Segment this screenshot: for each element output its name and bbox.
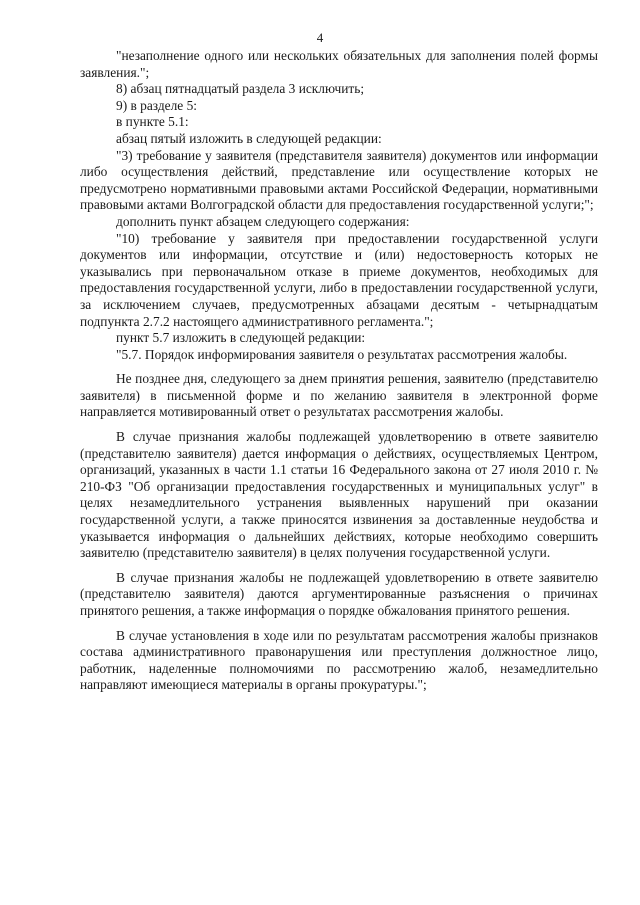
paragraph-7: дополнить пункт абзацем следующего содержания: — [116, 213, 410, 229]
page-number: 4 — [316, 30, 324, 45]
paragraph-6: "3) требование у заявителя (представителя заявителя) документов или информации либо осуществления действий, представление или осуществление которых не предусмотрено нормативными правовыми актами Российской Федерации, нормативными правовыми актами Волгоградской области для предоставления государственной услуги;"; — [80, 147, 598, 213]
paragraph-14: В случае установления в ходе или по результатам рассмотрения жалобы признаков состава административного правонарушения или преступления должностное лицо, работник, наделенные полномочиями по рассмотрению жалоб, незамедлительно направляют имеющиеся материалы в органы прокуратуры."; — [80, 627, 598, 693]
paragraph-9: пункт 5.7 изложить в следующей редакции: — [116, 330, 366, 346]
paragraph-13: В случае признания жалобы не подлежащей удовлетворению в ответе заявителю (представителю заявителя) даются аргументированные разъяснения о причинах принятого решения, а также информация о порядке обжалования принятого решения. — [80, 569, 598, 618]
paragraph-5: абзац пятый изложить в следующей редакции: — [116, 130, 382, 146]
paragraph-4: в пункте 5.1: — [116, 114, 189, 130]
paragraph-8: "10) требование у заявителя при предоставлении государственной услуги документов или информации, отсутствие и (или) недостоверность которых не указывались при первоначальном отказе в приеме документов, необходимых для предоставления государственной услуги, либо в предоставлении государственной услуги, за исключением случаев, предусмотренных абзацами десятым - четырнадцатым подпункта 2.7.2 настоящего административного регламента."; — [80, 230, 598, 329]
paragraph-1: "незаполнение одного или нескольких обязательных для заполнения полей формы заявления."; — [80, 48, 598, 80]
document-body — [80, 48, 598, 694]
paragraph-11: Не позднее дня, следующего за днем принятия решения, заявителю (представителю заявителя) в письменной форме и по желанию заявителя в электронной форме направляется мотивированный ответ о результатах рассмотрения жалобы. — [80, 371, 598, 420]
paragraph-12: В случае признания жалобы подлежащей удовлетворению в ответе заявителю (представителю заявителя) дается информация о действиях, осуществляемых Центром, организаций, указанных в части 1.1 статьи 16 Федерального закона от 27 июля 2010 г. № 210-ФЗ "Об организации предоставления государственных и муниципальных услуг" в целях незамедлительного устранения выявленных нарушений при оказании государственной услуги, а также приносятся извинения за доставленные неудобства и указывается информация о дальнейших действиях, которые необходимо совершить заявителю (представителю заявителя) в целях получения государственной услуги. — [80, 429, 598, 561]
paragraph-2: 8) абзац пятнадцатый раздела 3 исключить; — [116, 81, 365, 97]
paragraph-3: 9) в разделе 5: — [116, 97, 198, 113]
paragraph-10: "5.7. Порядок информирования заявителя о результатах рассмотрения жалобы. — [116, 346, 568, 362]
